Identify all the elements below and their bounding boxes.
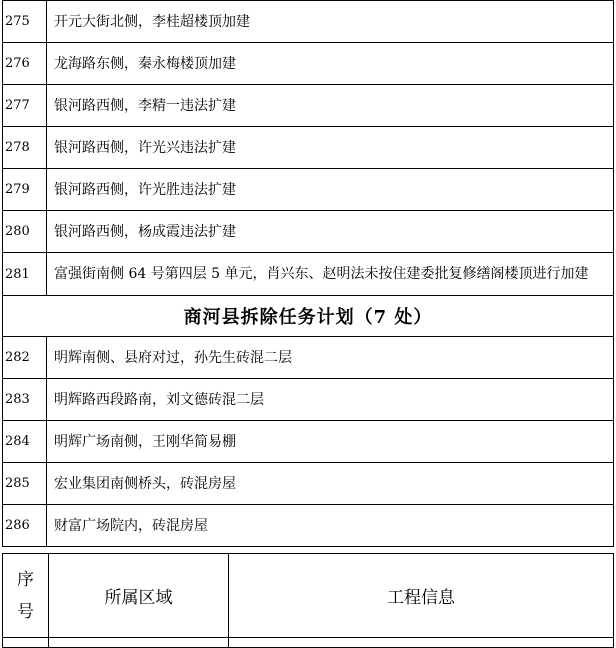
row-info: 明辉路西段路南，刘文德砖混二层	[47, 379, 614, 421]
row-info: 明辉南侧、县府对过，孙先生砖混二层	[47, 337, 614, 379]
row-number: 282	[3, 337, 47, 379]
table-row	[3, 211, 614, 253]
new-page-table	[2, 553, 614, 648]
table-row	[3, 379, 614, 421]
row-info: 宏业集团南侧桥头，砖混房屋	[47, 463, 614, 505]
table-row	[3, 169, 614, 211]
table-row	[3, 127, 614, 169]
area-header: 所属区域	[49, 554, 229, 638]
project-info-header: 工程信息	[229, 554, 614, 638]
table-row	[3, 463, 614, 505]
row-info: 银河路西侧，李精一违法扩建	[47, 85, 614, 127]
row-number: 276	[3, 43, 47, 85]
partial-cell	[229, 638, 614, 648]
row-number: 285	[3, 463, 47, 505]
table-row-partial	[3, 638, 614, 648]
row-number: 278	[3, 127, 47, 169]
section-header-row	[3, 296, 614, 337]
row-info: 银河路西侧，许光兴违法扩建	[47, 127, 614, 169]
row-info: 龙海路东侧，秦永梅楼顶加建	[47, 43, 614, 85]
seq-header-line1: 序	[17, 569, 34, 590]
row-number: 284	[3, 421, 47, 463]
partial-cell	[3, 638, 49, 648]
row-number: 279	[3, 169, 47, 211]
table-row	[3, 253, 614, 296]
row-info: 财富广场院内，砖混房屋	[47, 505, 614, 547]
partial-cell	[49, 638, 229, 648]
seq-header-line2: 号	[17, 601, 34, 622]
row-number: 286	[3, 505, 47, 547]
row-number: 283	[3, 379, 47, 421]
row-number: 281	[3, 253, 47, 296]
row-info: 明辉广场南侧，王刚华简易棚	[47, 421, 614, 463]
row-number: 275	[3, 1, 47, 43]
seq-header	[3, 554, 49, 638]
row-info: 富强街南侧 64 号第四层 5 单元，肖兴东、赵明法未按住建委批复修缮阁楼顶进行加建	[47, 253, 614, 296]
row-number: 280	[3, 211, 47, 253]
demolition-table	[2, 0, 614, 547]
section-title: 商河县拆除任务计划（7 处）	[3, 296, 614, 337]
table-row	[3, 505, 614, 547]
row-info: 银河路西侧，杨成霞违法扩建	[47, 211, 614, 253]
table-row	[3, 85, 614, 127]
table-row	[3, 1, 614, 43]
table-header-row	[3, 554, 614, 638]
table-row	[3, 421, 614, 463]
table-row	[3, 337, 614, 379]
row-number: 277	[3, 85, 47, 127]
row-info: 开元大街北侧，李桂超楼顶加建	[47, 1, 614, 43]
table-row	[3, 43, 614, 85]
row-info: 银河路西侧，许光胜违法扩建	[47, 169, 614, 211]
